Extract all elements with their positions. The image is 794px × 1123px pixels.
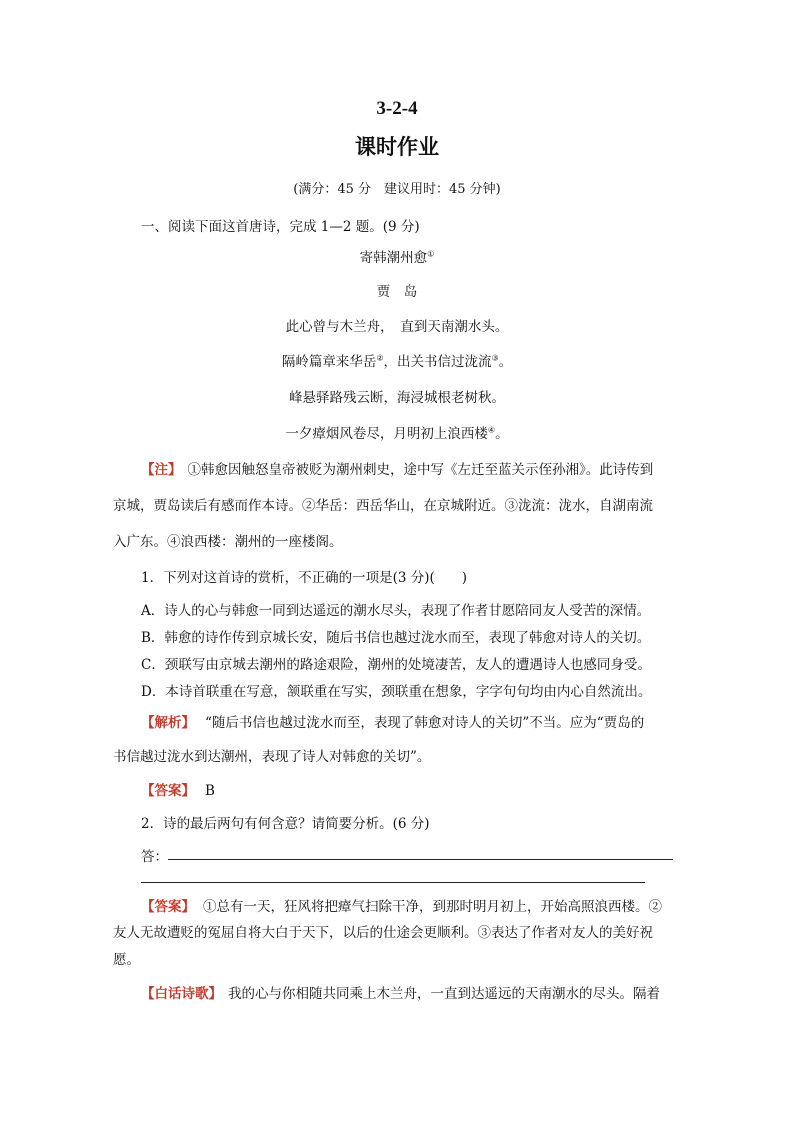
answer-blank-line-1[interactable]	[168, 859, 673, 860]
poem-title: 寄韩潮州愈①	[359, 249, 435, 266]
translation-tag: 【白话诗歌】	[141, 986, 222, 1002]
score-time-info: (满分：45 分 建议用时：45 分钟)	[293, 182, 501, 197]
question-2-stem: 2．诗的最后两句有何含意？请简要分析。(6 分)	[141, 816, 430, 832]
answer-blank-line-2[interactable]	[141, 882, 645, 883]
question-1-stem: 1．下列对这首诗的赏析，不正确的一项是(3 分)( )	[141, 570, 468, 586]
note-tag: 【注】	[141, 462, 182, 478]
page-title: 课时作业	[355, 134, 439, 159]
answer-label: 答：	[141, 849, 168, 865]
answer-2-line-3: 愿。	[113, 952, 140, 968]
translation-line-1: 【白话诗歌】 我的心与你相随共同乘上木兰舟，一直到达遥远的天南潮水的尽头。隔着	[141, 986, 660, 1002]
option-a: A．诗人的心与韩愈一同到达遥远的潮水尽头，表现了作者甘愿陪同友人受苦的深情。	[141, 603, 651, 619]
poem-line-1: 此心曾与木兰舟， 直到天南潮水头。	[285, 319, 509, 335]
analysis-line-2: 书信越过泷水到达潮州，表现了诗人对韩愈的关切”。	[113, 749, 431, 765]
note-line-1: 【注】 ①韩愈因触怒皇帝被贬为潮州刺史，途中写《左迁至蓝关示侄孙湘》。此诗传到	[141, 462, 654, 478]
analysis-line-1: 【解析】 “随后书信也越过泷水而至，表现了韩愈对诗人的关切”不当。应为“贾岛的	[141, 715, 645, 731]
answer-2-line-1: 【答案】 ①总有一天，狂风将把瘴气扫除干净，到那时明月初上，开始高照浪西楼。②	[141, 899, 662, 915]
note-line-2: 京城，贾岛读后有感而作本诗。②华岳：西岳华山，在京城附近。③泷流：泷水，自湖南流	[113, 498, 653, 514]
lesson-number: 3-2-4	[376, 98, 418, 119]
section-heading: 一、阅读下面这首唐诗，完成 1—2 题。(9 分)	[141, 219, 420, 235]
option-d: D．本诗首联重在写意，颔联重在写实，颈联重在想象，字字句句均由内心自然流出。	[141, 684, 652, 700]
answer-tag: 【答案】	[141, 899, 195, 915]
analysis-tag: 【解析】	[141, 715, 195, 731]
poem-line-2: 隔岭篇章来华岳②，出关书信过泷流③。	[281, 353, 513, 370]
option-b: B．韩愈的诗作传到京城长安，随后书信也越过泷水而至，表现了韩愈对诗人的关切。	[141, 630, 651, 646]
answer-2-line-2: 友人无故遭贬的冤屈自将大白于天下，以后的仕途会更顺利。③表达了作者对友人的美好祝	[113, 925, 653, 941]
option-c: C．颈联写由京城去潮州的路途艰险，潮州的处境凄苦，友人的遭遇诗人也感同身受。	[141, 657, 651, 673]
note-line-3: 入广东。④浪西楼：潮州的一座楼阁。	[113, 534, 343, 550]
poem-line-4: 一夕瘴烟风卷尽，月明初上浪西楼④。	[285, 425, 509, 442]
answer-tag: 【答案】	[141, 783, 195, 799]
poem-line-3: 峰悬驿路残云断，海浸城根老树秋。	[289, 390, 505, 406]
answer-1: 【答案】 B	[141, 783, 215, 799]
poem-author: 贾 岛	[376, 284, 418, 300]
